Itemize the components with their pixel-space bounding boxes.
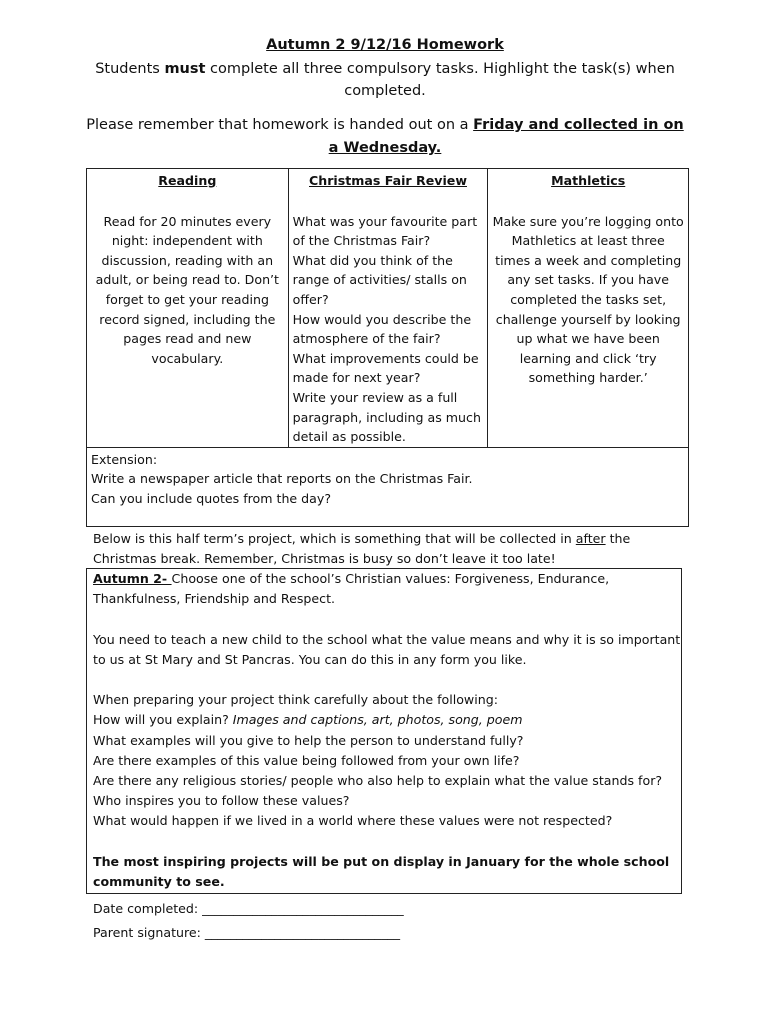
project-question: Who inspires you to follow these values? <box>93 793 350 809</box>
project-question: Are there any religious stories/ people who also help to explain what the value stands for? <box>93 773 663 788</box>
tasks-body-row <box>87 191 689 448</box>
fair-question: What did you think of the range of activities/ stalls on offer? <box>292 252 467 307</box>
extension-task <box>87 447 689 526</box>
explain-pre: How will you explain? <box>93 712 233 728</box>
fair-question: Write your review as a full paragraph, including as much detail as possible. <box>292 389 481 445</box>
project-question: What would happen if we lived in a world where these values were not respected? <box>93 813 613 829</box>
extension-row <box>87 447 689 526</box>
fair-question: How would you describe the atmosphere of the fair? <box>292 311 472 347</box>
fair-question: What improvements could be made for next year? <box>292 350 479 386</box>
reading-task: Read for 20 minutes every night: independent with discussion, reading with an adult, or being read to. Don’t forget to get your reading record signed, including the pages read and new vocabulary. <box>87 191 289 448</box>
project-intro <box>93 569 681 609</box>
parent-signature-line[interactable]: Parent signature: _______________________________ <box>93 925 401 940</box>
project-prep: When preparing your project think carefully about the following: <box>93 692 498 708</box>
extension-line: Write a newspaper article that reports on the Christmas Fair. <box>91 471 473 487</box>
page-title: Autumn 2 9/12/16 Homework <box>266 37 504 53</box>
extension-line: Can you include quotes from the day? <box>91 490 332 506</box>
project-note-post: the Christmas break. Remember, Christmas is busy so don’t leave it too late! <box>93 531 631 566</box>
project-question: Are there examples of this value being followed from your own life? <box>93 752 520 768</box>
project-label: Autumn 2- <box>93 571 172 586</box>
header-reading: Reading <box>87 169 289 191</box>
date-completed-line[interactable]: Date completed: ________________________________ <box>93 901 404 916</box>
explain-ideas: Images and captions, art, photos, song, poem <box>232 712 523 728</box>
tasks-header-row <box>87 169 689 191</box>
header-mathletics: Mathletics <box>488 169 689 191</box>
extension-label: Extension: <box>91 451 158 467</box>
project-note-after: after <box>575 531 606 546</box>
project-question: What examples will you give to help the person to understand fully? <box>93 732 524 748</box>
header-christmas-fair: Christmas Fair Review <box>288 169 488 191</box>
compulsory-tasks-table <box>86 168 689 527</box>
reminder-text <box>80 114 690 160</box>
project-teach: You need to teach a new child to the school what the value means and why it is so important to us at St Mary and St Pancras. You can do this in any form you like. <box>93 631 681 667</box>
intro-post: complete all three compulsory tasks. Highlight the task(s) when completed. <box>205 61 675 99</box>
half-term-project-box <box>86 568 682 894</box>
project-note <box>93 529 683 568</box>
intro-pre: Students <box>95 61 165 77</box>
intro-text <box>95 58 675 102</box>
intro-must: must <box>164 61 206 77</box>
reminder-pre: Please remember that homework is handed out on a <box>86 117 474 133</box>
reminder-bold: Friday and collected in on a Wednesday. <box>328 117 684 156</box>
project-explain <box>93 710 681 730</box>
fair-review-task <box>288 191 488 448</box>
fair-question: What was your favourite part of the Christmas Fair? <box>292 213 478 249</box>
project-closing: The most inspiring projects will be put on display in January for the whole school community to see. <box>93 853 670 889</box>
project-choose: Choose one of the school’s Christian values: Forgiveness, Endurance, Thankfulness, Friendship and Respect. <box>93 571 610 607</box>
project-note-pre: Below is this half term’s project, which is something that will be collected in <box>93 531 576 546</box>
mathletics-task: Make sure you’re logging onto Mathletics at least three times a week and completing any set tasks. If you have completed the tasks set, challenge yourself by looking up what we have been learning and click ‘try something harder.’ <box>488 191 689 448</box>
